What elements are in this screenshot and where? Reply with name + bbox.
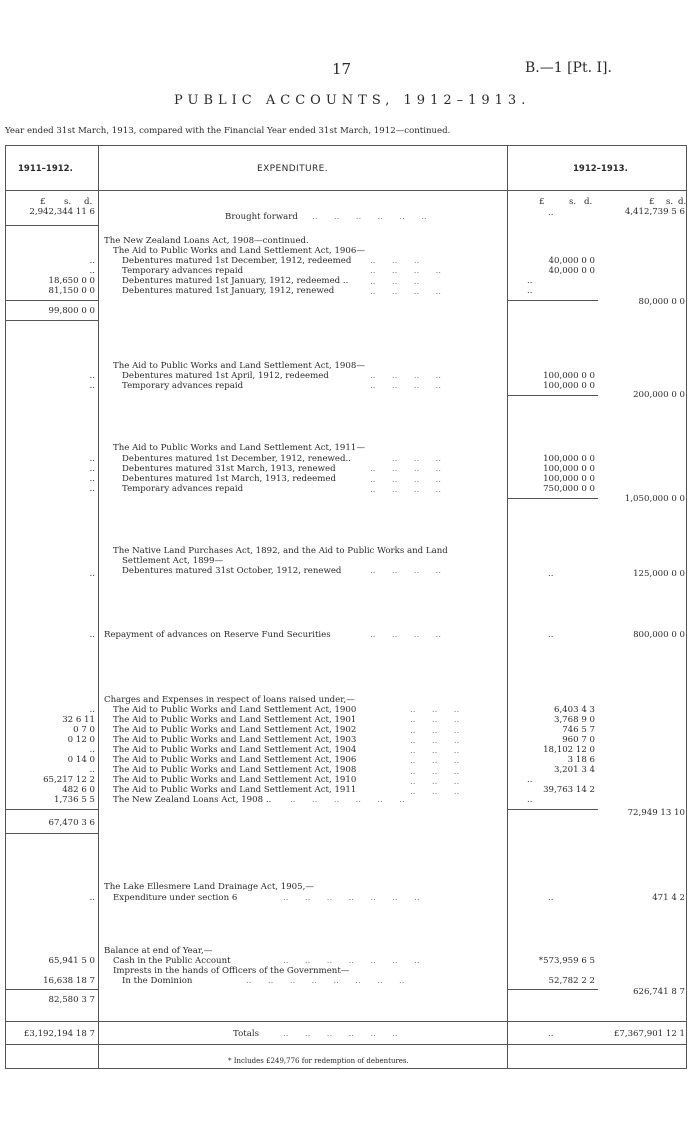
nz-row-prev: .. [89,256,95,266]
act1911-row-label: Debentures matured 1st March, 1913, redeemed [122,474,336,484]
native-prev: .. [89,569,95,579]
balance-dominion-label: In the Dominion [122,976,193,986]
table-top-rule [5,145,687,146]
leaders: .. .. .. .. [370,566,442,576]
balance-cash-prev: 65,941 5 0 [48,956,95,966]
act1911-row-prev: .. [89,484,95,494]
charges-row-label: The Aid to Public Works and Land Settlement Act, 1904 [113,745,357,755]
charges-row-cur: .. [527,795,533,805]
unit-shilling-right: s. [666,197,674,207]
subtitle: Year ended 31st March, 1913, compared with the Financial Year ended 31st March, 1912—continued. [5,126,451,136]
charges-row-cur: .. [527,775,533,785]
reserve-cur: .. [548,630,554,640]
reserve-prev: .. [89,630,95,640]
charges-row-label: The Aid to Public Works and Land Settlement Act, 1900 [113,705,357,715]
nz-row-cur: .. [527,276,533,286]
col-divider-2 [507,145,508,1068]
totals-bottom-rule [5,1044,687,1045]
ellesmere-heading: The Lake Ellesmere Land Drainage Act, 1905,— [104,882,314,892]
brought-forward-leaders: .. .. .. .. .. .. [312,212,427,222]
act1911-row-label: Debentures matured 31st March, 1913, renewed [122,464,336,474]
nz-prev-total: 99,800 0 0 [48,306,95,316]
act1911-row-cur: 100,000 0 0 [543,464,595,474]
totals-prev: £3,192,194 18 7 [23,1029,95,1039]
nz-row-prev: 18,650 0 0 [48,276,95,286]
charges-row-cur: 18,102 12 0 [543,745,595,755]
leaders: .. .. .. .. .. .. .. [283,956,420,966]
act1911-row-cur: 100,000 0 0 [543,474,595,484]
balance-cash-cur: *573,959 6 5 [538,956,595,966]
totals-total: £7,367,901 12 1 [613,1029,685,1039]
native-row-label: Debentures matured 31st October, 1912, renewed [122,566,342,576]
charges-row-prev: 0 7 0 [73,725,95,735]
rule [508,989,598,990]
unit-pound-mid: £ [539,197,545,207]
charges-row-prev: 32 6 11 [62,715,95,725]
nz-row-prev: .. [89,266,95,276]
act1908-heading: The Aid to Public Works and Land Settlement Act, 1908— [113,361,365,371]
rule [5,989,98,990]
charges-row-prev: .. [89,705,95,715]
charges-row-cur: 6,403 4 3 [553,705,595,715]
unit-pence-left: d. [84,197,93,207]
charges-row-prev: .. [89,745,95,755]
charges-row-label: The Aid to Public Works and Land Settlement Act, 1910 [113,775,357,785]
leaders: .. .. .. .. .. .. .. .. [370,371,442,392]
act1911-row-prev: .. [89,474,95,484]
rule [508,395,598,396]
charges-row-cur: 3,201 3 4 [553,765,595,775]
native-total: 125,000 0 0 [633,569,685,579]
charges-row-label: The Aid to Public Works and Land Settlement Act, 1906 [113,755,357,765]
unit-pound-left: £ [40,197,46,207]
charges-row-cur: 960 7 0 [562,735,595,745]
unit-pound-right: £ [649,197,655,207]
native-heading-2: Settlement Act, 1899— [122,556,224,566]
charges-row-label: The New Zealand Loans Act, 1908 .. [113,795,272,805]
act1911-row-prev: .. [89,454,95,464]
act1911-row-prev: .. [89,464,95,474]
nz-row-label: Temporary advances repaid [122,266,244,276]
reserve-total: 800,000 0 0 [633,630,685,640]
nz-row-label: Debentures matured 1st December, 1912, redeemed [122,256,352,266]
header-bottom-rule [5,190,687,191]
brought-forward-cur: .. [548,208,554,218]
page-title: PUBLIC ACCOUNTS, 1912–1913. [174,93,531,108]
rule [5,225,98,226]
charges-total: 72,949 13 10 [627,808,685,818]
charges-row-cur: 39,763 14 2 [543,785,595,795]
footnote: * Includes £249,776 for redemption of debentures. [228,1057,409,1065]
act1908-row-prev: .. [89,371,95,381]
leaders: .. .. .. .. [370,630,442,640]
table-bottom-rule [5,1068,687,1069]
nz-total: 80,000 0 0 [638,297,685,307]
rule [5,320,98,321]
act1908-row-label: Debentures matured 1st April, 1912, redeemed [122,371,329,381]
balance-dominion-cur: 52,782 2 2 [548,976,595,986]
leaders: .. .. .. .. .. .. .. .. [246,976,405,986]
native-heading-1: The Native Land Purchases Act, 1892, and the Aid to Public Works and Land [113,546,448,556]
nz-row-cur: 40,000 0 0 [548,266,595,276]
balance-imprests-label: Imprests in the hands of Officers of the Government— [113,966,350,976]
act1908-row-cur: 100,000 0 0 [543,371,595,381]
unit-shilling-left: s. [64,197,72,207]
leaders: .. .. .. .. .. .. .. .. .. .. .. .. .. .. .. [370,454,442,495]
balance-dominion-prev: 16,638 18 7 [43,976,95,986]
leaders: .. .. .. .. .. .. [290,795,405,805]
charges-row-label: The Aid to Public Works and Land Settlement Act, 1903 [113,735,357,745]
unit-pence-mid: d. [584,197,593,207]
leaders: .. .. .. .. .. .. .. .. .. .. .. .. .. .. [370,256,442,297]
totals-top-rule [5,1021,687,1022]
act1911-row-label: Temporary advances repaid [122,484,244,494]
charges-row-label: The Aid to Public Works and Land Settlement Act, 1901 [113,715,357,725]
balance-cash-label: Cash in the Public Account [113,956,231,966]
charges-row-label: The Aid to Public Works and Land Settlement Act, 1902 [113,725,357,735]
nz-loans-sub: The Aid to Public Works and Land Settlement Act, 1906— [113,246,365,256]
leaders: .. .. .. .. .. .. .. [283,893,420,903]
act1911-row-cur: 750,000 0 0 [543,484,595,494]
nz-row-cur: 40,000 0 0 [548,256,595,266]
leaders: .. .. .. .. .. .. [283,1029,398,1039]
charges-row-label: The Aid to Public Works and Land Settlement Act, 1908 [113,765,357,775]
totals-cur: .. [548,1029,554,1039]
brought-forward-total: 4,412,739 5 6 [624,207,685,217]
rule [5,300,98,301]
col-header-expenditure: EXPENDITURE. [257,164,328,174]
charges-row-prev: 0 14 0 [67,755,95,765]
ellesmere-row-label: Expenditure under section 6 [113,893,238,903]
rule [508,809,598,810]
charges-row-cur: 746 5 7 [562,725,595,735]
charges-row-label: The Aid to Public Works and Land Settlement Act, 1911 [113,785,357,795]
act1908-row-prev: .. [89,381,95,391]
ellesmere-prev: .. [89,893,95,903]
reserve-label: Repayment of advances on Reserve Fund Securities [104,630,331,640]
charges-row-prev: 1,736 5 5 [53,795,95,805]
rule [508,300,598,301]
rule [5,833,98,834]
balance-heading: Balance at end of Year,— [104,946,213,956]
nz-row-label: Debentures matured 1st January, 1912, redeemed .. [122,276,349,286]
charges-row-prev: .. [89,765,95,775]
charges-row-cur: 3 18 6 [567,755,595,765]
rule [508,498,598,499]
totals-label: Totals [233,1029,259,1039]
unit-shilling-mid: s. [569,197,577,207]
unit-pence-right: d. [678,197,687,207]
act1908-row-label: Temporary advances repaid [122,381,244,391]
charges-row-cur: 3,768 9 0 [553,715,595,725]
ellesmere-cur: .. [548,893,554,903]
nz-row-label: Debentures matured 1st January, 1912, renewed [122,286,335,296]
charges-row-prev: 482 6 0 [62,785,95,795]
act1911-heading: The Aid to Public Works and Land Settlement Act, 1911— [113,443,365,453]
ellesmere-total: 471 4 2 [652,893,685,903]
charges-heading: Charges and Expenses in respect of loans raised under,— [104,695,355,705]
act1908-row-cur: 100,000 0 0 [543,381,595,391]
act1911-row-label: Debentures matured 1st December, 1912, renewed.. [122,454,351,464]
nz-loans-heading: The New Zealand Loans Act, 1908—continued. [104,236,309,246]
col-header-1911: 1911–1912. [18,164,73,174]
balance-total: 626,741 8 7 [633,987,685,997]
act1911-total: 1,050,000 0 0 [624,494,685,504]
right-border [686,145,687,1068]
col-divider-1 [98,145,99,1068]
page-number: 17 [332,60,352,78]
charges-row-prev: 0 12 0 [67,735,95,745]
native-cur: .. [548,569,554,579]
act1911-row-cur: 100,000 0 0 [543,454,595,464]
nz-row-prev: 81,150 0 0 [48,286,95,296]
act1908-total: 200,000 0 0 [633,390,685,400]
charges-prev-total: 67,470 3 6 [48,818,95,828]
col-header-1913: 1912–1913. [573,164,628,174]
nz-row-cur: .. [527,286,533,296]
charges-row-prev: 65,217 12 2 [43,775,95,785]
leaders: .. .. .. .. .. .. .. .. .. .. .. .. .. .. .. .. .. .. .. .. .. .. .. .. .. .. .. [410,705,460,798]
balance-prev-total: 82,580 3 7 [48,995,95,1005]
brought-forward-label: Brought forward [225,212,298,222]
brought-forward-prev: 2,942,344 11 6 [29,207,95,217]
series-reference: B.—1 [Pt. I]. [525,60,612,76]
rule [5,809,98,810]
